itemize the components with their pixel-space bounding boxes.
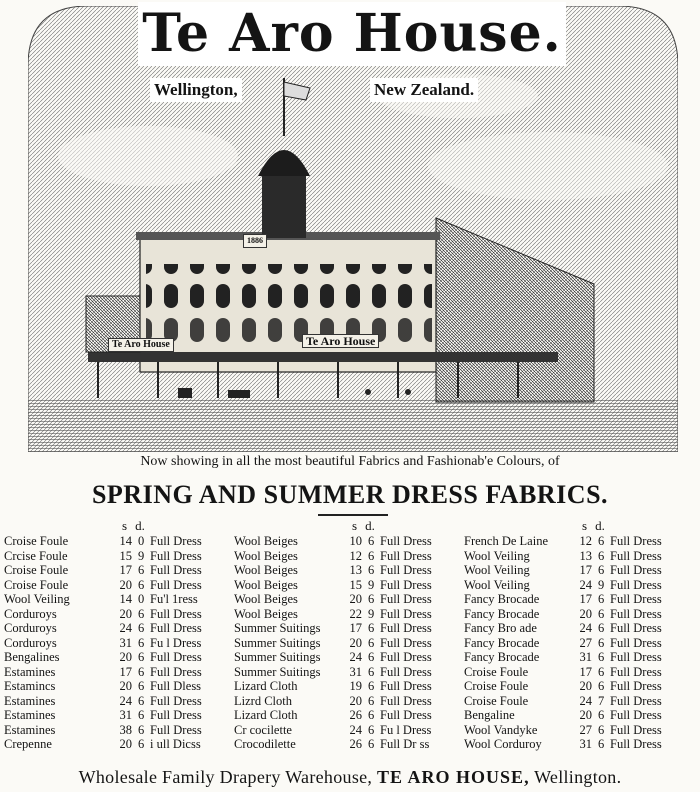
fabric-name: Estamines — [4, 664, 56, 679]
price-quantity: Full Dress — [380, 650, 432, 664]
price-row — [464, 737, 696, 752]
price-header-shillings: s — [352, 518, 358, 533]
fabric-name: Corduroys — [4, 606, 57, 621]
price-column-2 — [234, 518, 466, 752]
fabric-name: Wool Veiling — [464, 563, 530, 577]
fabric-name: Lizrd Cloth — [234, 693, 292, 708]
price-row — [464, 592, 696, 607]
price-pence: 6 — [598, 563, 605, 577]
price-column-header — [4, 518, 236, 534]
building-sign-left: Te Aro House — [108, 338, 174, 352]
fabric-name: Summer Suitings — [234, 650, 321, 664]
price-quantity: Full Dress — [610, 621, 662, 635]
fabric-name: Estamines — [4, 722, 56, 737]
price-shillings: 31 — [119, 708, 132, 722]
price-header-pence: d. — [595, 518, 605, 533]
price-quantity: Full Dress — [610, 737, 662, 751]
price-row — [4, 607, 236, 622]
price-row — [464, 534, 696, 549]
price-shillings: 13 — [349, 563, 362, 577]
price-quantity: Full Dress — [150, 708, 202, 722]
price-pence: 6 — [368, 679, 375, 693]
price-row — [234, 563, 466, 578]
fabric-name: Fancy Brocade — [464, 606, 540, 621]
price-shillings: 24 — [579, 693, 592, 708]
price-pence: 6 — [368, 693, 375, 708]
price-header-shillings: s — [582, 518, 588, 533]
price-pence: 6 — [138, 722, 145, 737]
price-row — [4, 737, 236, 752]
price-header-shillings: s — [122, 518, 128, 533]
price-pence: 6 — [138, 635, 145, 650]
price-quantity: Full Dress — [380, 548, 432, 563]
price-header-label — [352, 518, 375, 534]
fabric-name: Wool Corduroy — [464, 737, 542, 751]
fabric-name: Croise Foule — [4, 577, 69, 592]
location-country: New Zealand. — [370, 78, 478, 102]
price-shillings: 20 — [119, 606, 132, 621]
price-shillings: 31 — [119, 635, 132, 650]
fabric-name: Fancy Bro ade — [464, 621, 537, 635]
price-quantity: Full Dress — [150, 606, 202, 621]
fabric-name: Croise Foule — [464, 679, 529, 693]
price-pence: 9 — [598, 577, 605, 592]
price-quantity: Full Dress — [610, 650, 662, 664]
building-sign-right: Te Aro House — [302, 334, 379, 348]
price-quantity: Full Dress — [610, 722, 662, 737]
price-shillings: 15 — [119, 548, 132, 563]
price-pence: 6 — [368, 621, 375, 635]
price-quantity: Full Dress — [150, 563, 202, 577]
price-shillings: 38 — [119, 722, 132, 737]
price-row — [234, 723, 466, 738]
price-row — [4, 578, 236, 593]
price-row — [4, 592, 236, 607]
price-quantity: Full Dress — [150, 548, 202, 563]
fabric-name: Lizard Cloth — [234, 708, 298, 722]
building-engraving — [28, 6, 678, 452]
price-shillings: 19 — [349, 679, 362, 693]
price-row — [234, 708, 466, 723]
price-row — [464, 723, 696, 738]
price-quantity: Full Dress — [150, 664, 202, 679]
building-sign-upper: 1886 — [243, 234, 267, 248]
price-shillings: 20 — [119, 737, 132, 751]
price-quantity: Full Dress — [380, 534, 432, 548]
price-shillings: 15 — [349, 577, 362, 592]
price-quantity: Fu l Dress — [380, 722, 432, 737]
fabric-name: Estamines — [4, 693, 56, 708]
price-quantity: Full Dress — [610, 534, 662, 548]
fabric-name: Lizard Cloth — [234, 679, 298, 693]
price-quantity: Full Dress — [150, 534, 202, 548]
fabric-name: Wool Vandyke — [464, 722, 538, 737]
price-pence: 6 — [138, 606, 145, 621]
price-quantity: Full Dress — [380, 592, 432, 606]
fabric-name: Summer Suitings — [234, 664, 321, 679]
price-pence: 6 — [598, 664, 605, 679]
fabric-name: Wool Beiges — [234, 606, 298, 621]
price-row — [4, 636, 236, 651]
fabric-name: Croise Foule — [464, 693, 529, 708]
price-shillings: 20 — [119, 679, 132, 693]
price-quantity: Full Dress — [610, 548, 662, 563]
price-pence: 6 — [368, 722, 375, 737]
price-quantity: Full Dress — [150, 621, 202, 635]
fabric-name: Wool Beiges — [234, 592, 298, 606]
price-row — [234, 665, 466, 680]
price-pence: 6 — [368, 664, 375, 679]
price-row — [234, 636, 466, 651]
price-quantity: Full Dress — [610, 679, 662, 693]
price-quantity: Full Dress — [380, 621, 432, 635]
price-header-pence: d. — [135, 518, 145, 533]
divider-rule — [318, 514, 388, 516]
fabric-name: Croise Foule — [4, 534, 69, 548]
price-shillings: 31 — [579, 737, 592, 751]
price-pence: 9 — [368, 606, 375, 621]
price-pence: 6 — [598, 592, 605, 606]
footer-store-name: TE ARO HOUSE, — [377, 767, 530, 787]
price-quantity: Full Dress — [380, 664, 432, 679]
price-pence: 6 — [598, 548, 605, 563]
price-quantity: Full Dress — [610, 563, 662, 577]
price-quantity: Full Dress — [150, 693, 202, 708]
price-row — [464, 708, 696, 723]
price-shillings: 24 — [119, 693, 132, 708]
fabric-name: Corduroys — [4, 621, 57, 635]
price-shillings: 20 — [349, 635, 362, 650]
price-row — [464, 694, 696, 709]
price-shillings: 26 — [349, 737, 362, 751]
fabric-name: Fancy Brocade — [464, 635, 540, 650]
price-quantity: Full Dress — [380, 679, 432, 693]
price-row — [234, 607, 466, 622]
price-quantity: Fu l Dress — [150, 635, 202, 650]
price-quantity: Full Dress — [610, 664, 662, 679]
price-pence: 6 — [368, 635, 375, 650]
price-shillings: 17 — [579, 592, 592, 606]
price-pence: 6 — [368, 737, 375, 751]
fabric-name: Wool Beiges — [234, 563, 298, 577]
price-quantity: Full Dress — [610, 635, 662, 650]
price-shillings: 17 — [119, 664, 132, 679]
price-shillings: 12 — [579, 534, 592, 548]
price-pence: 9 — [368, 577, 375, 592]
fabric-name: Crepenne — [4, 737, 52, 751]
fabric-name: Estamincs — [4, 679, 56, 693]
price-pence: 6 — [368, 548, 375, 563]
fabric-name: Wool Veiling — [464, 577, 530, 592]
price-row — [234, 737, 466, 752]
price-header-label — [122, 518, 145, 534]
price-pence: 6 — [138, 693, 145, 708]
price-row — [234, 592, 466, 607]
fabric-name: Crcise Foule — [4, 548, 68, 563]
price-shillings: 24 — [349, 722, 362, 737]
price-header-pence: d. — [365, 518, 375, 533]
price-shillings: 20 — [119, 577, 132, 592]
fabric-name: Wool Beiges — [234, 534, 298, 548]
price-shillings: 20 — [579, 679, 592, 693]
price-row — [4, 723, 236, 738]
price-row — [4, 650, 236, 665]
price-quantity: Full Dress — [610, 693, 662, 708]
price-shillings: 17 — [579, 563, 592, 577]
price-pence: 6 — [598, 621, 605, 635]
price-shillings: 24 — [119, 621, 132, 635]
price-shillings: 27 — [579, 722, 592, 737]
price-quantity: Full Dress — [380, 708, 432, 722]
price-pence: 6 — [598, 737, 605, 751]
price-pence: 6 — [598, 650, 605, 664]
fabric-name: Wool Veiling — [4, 592, 70, 606]
price-quantity: Full Dress — [380, 606, 432, 621]
price-pence: 6 — [138, 664, 145, 679]
price-shillings: 17 — [119, 563, 132, 577]
fabric-name: French De Laine — [464, 534, 548, 548]
price-shillings: 20 — [579, 708, 592, 722]
price-shillings: 20 — [349, 592, 362, 606]
price-row — [464, 650, 696, 665]
price-pence: 6 — [598, 722, 605, 737]
price-shillings: 31 — [349, 664, 362, 679]
price-header-label — [582, 518, 605, 534]
price-row — [464, 665, 696, 680]
price-row — [4, 665, 236, 680]
price-pence: 6 — [138, 679, 145, 693]
price-shillings: 24 — [579, 621, 592, 635]
price-row — [234, 549, 466, 564]
price-row — [464, 563, 696, 578]
fabric-name: Estamines — [4, 708, 56, 722]
fabric-name: Croise Foule — [4, 563, 69, 577]
price-row — [234, 578, 466, 593]
price-row — [4, 621, 236, 636]
fabric-name: Wool Beiges — [234, 548, 298, 563]
fabric-name: Summer Suitings — [234, 621, 321, 635]
price-pence: 6 — [138, 650, 145, 664]
price-shillings: 17 — [579, 664, 592, 679]
tagline: Now showing in all the most beautiful Fabrics and Fashionab'e Colours, of — [140, 454, 560, 469]
price-shillings: 14 — [119, 592, 132, 606]
price-shillings: 31 — [579, 650, 592, 664]
price-quantity: Full Dress — [380, 563, 432, 577]
price-shillings: 26 — [349, 708, 362, 722]
price-pence: 6 — [598, 708, 605, 722]
price-quantity: Full Dless — [150, 679, 202, 693]
price-row — [234, 534, 466, 549]
price-row — [234, 650, 466, 665]
price-row — [234, 621, 466, 636]
price-shillings: 27 — [579, 635, 592, 650]
price-row — [4, 534, 236, 549]
banner-title: SPRING AND SUMMER DRESS FABRICS. — [91, 480, 609, 509]
price-row — [4, 694, 236, 709]
price-pence: 6 — [598, 606, 605, 621]
price-pence: 9 — [138, 548, 145, 563]
price-shillings: 24 — [349, 650, 362, 664]
price-shillings: 10 — [349, 534, 362, 548]
price-pence: 6 — [368, 534, 375, 548]
price-row — [4, 708, 236, 723]
price-pence: 6 — [138, 563, 145, 577]
price-quantity: Full Dress — [380, 577, 432, 592]
price-pence: 0 — [138, 592, 145, 606]
fabric-name: Bengalines — [4, 650, 60, 664]
price-shillings: 20 — [349, 693, 362, 708]
price-pence: 6 — [138, 737, 145, 751]
price-quantity: Full Dress — [610, 708, 662, 722]
price-quantity: Full Dress — [150, 722, 202, 737]
price-pence: 6 — [368, 650, 375, 664]
price-pence: 6 — [598, 534, 605, 548]
price-pence: 6 — [598, 679, 605, 693]
price-row — [464, 679, 696, 694]
price-row — [4, 679, 236, 694]
price-row — [234, 679, 466, 694]
price-shillings: 17 — [349, 621, 362, 635]
price-quantity: Full Dress — [380, 635, 432, 650]
price-shillings: 14 — [119, 534, 132, 548]
fabric-name: Fancy Brocade — [464, 650, 540, 664]
price-column-header — [464, 518, 696, 534]
price-quantity: Full Dress — [380, 693, 432, 708]
price-pence: 6 — [368, 708, 375, 722]
price-shillings: 24 — [579, 577, 592, 592]
price-pence: 6 — [368, 563, 375, 577]
price-column-header — [234, 518, 466, 534]
price-column-3 — [464, 518, 696, 752]
price-row — [464, 549, 696, 564]
price-row — [464, 607, 696, 622]
fabric-name: Corduroys — [4, 635, 57, 650]
price-row — [4, 549, 236, 564]
price-row — [4, 563, 236, 578]
price-row — [464, 621, 696, 636]
fabric-name: Cr cocilette — [234, 722, 292, 737]
price-pence: 0 — [138, 534, 145, 548]
price-column-1 — [4, 518, 236, 752]
location-city: Wellington, — [150, 78, 242, 102]
fabric-name: Fancy Brocade — [464, 592, 540, 606]
fabric-name: Crocodilette — [234, 737, 296, 751]
footer-city: Wellington. — [534, 767, 622, 787]
headline: Te Aro House. — [138, 2, 566, 66]
price-quantity: Full Dress — [150, 577, 202, 592]
price-quantity: Full Dress — [610, 606, 662, 621]
price-row — [464, 578, 696, 593]
price-pence: 6 — [598, 635, 605, 650]
price-pence: 6 — [138, 621, 145, 635]
price-quantity: Full Dr ss — [380, 737, 430, 751]
price-pence: 6 — [368, 592, 375, 606]
price-quantity: Full Dress — [150, 650, 202, 664]
price-pence: 6 — [138, 577, 145, 592]
price-pence: 7 — [598, 693, 605, 708]
price-shillings: 20 — [579, 606, 592, 621]
price-quantity: Full Dress — [610, 592, 662, 606]
price-quantity: i ull Dicss — [150, 737, 201, 751]
price-shillings: 20 — [119, 650, 132, 664]
footer-lead: Wholesale Family Drapery Warehouse, — [78, 767, 373, 787]
price-shillings: 12 — [349, 548, 362, 563]
footer — [0, 764, 700, 790]
fabric-name: Croise Foule — [464, 664, 529, 679]
fabric-name: Bengaline — [464, 708, 515, 722]
fabric-name: Wool Veiling — [464, 548, 530, 563]
price-pence: 6 — [138, 708, 145, 722]
price-shillings: 13 — [579, 548, 592, 563]
price-row — [234, 694, 466, 709]
fabric-name: Summer Suitings — [234, 635, 321, 650]
fabric-name: Wool Beiges — [234, 577, 298, 592]
price-row — [464, 636, 696, 651]
price-shillings: 22 — [349, 606, 362, 621]
price-quantity: Fu'l 1ress — [150, 592, 198, 606]
price-quantity: Full Dress — [610, 577, 662, 592]
